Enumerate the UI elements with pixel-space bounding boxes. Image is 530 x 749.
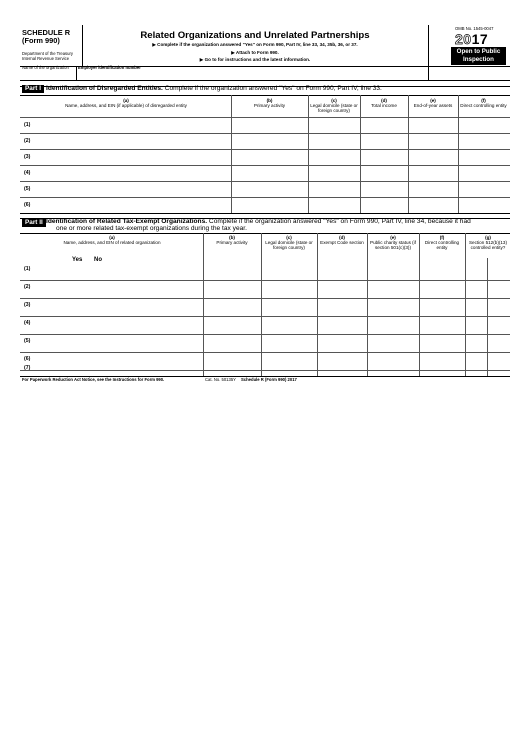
p1-col-c-letter: (c) [331, 98, 337, 103]
irs-label: Internal Revenue Service [22, 56, 70, 61]
ein-field[interactable] [78, 71, 427, 80]
footer-notice: For Paperwork Reduction Act Notice, see the Instructions for Form 990. [22, 377, 165, 382]
p1-col-d-letter: (d) [381, 98, 387, 103]
part2-title-bold: Identification of Related Tax-Exempt Organizations. [46, 218, 208, 225]
p1-row-6: (6) [24, 202, 31, 208]
p1-row-4: (4) [24, 170, 31, 176]
p2-col-d-label: Exempt Code section [320, 240, 364, 246]
p2-col-d [318, 235, 366, 245]
omb-number: OMB No. 1545-0047 [455, 26, 494, 31]
organization-name-label: Name of the organization [22, 65, 69, 70]
p1-col-f-label: Direct controlling entity [460, 103, 507, 109]
instruction-line-1: ▶ Complete if the organization answered "Yes" on Form 990, Part IV, line 33, 34, 35b, 36, or 37. [152, 42, 358, 47]
p2-col-e-letter: (e) [390, 235, 396, 240]
tax-year-prefix: 20 [455, 31, 472, 47]
instruction-line-3: ▶ Go to for instructions and the latest information. [199, 57, 311, 62]
p2-col-c [262, 235, 316, 251]
part2-badge: Part II [22, 219, 46, 227]
organization-name-field[interactable] [20, 71, 75, 80]
p2-col-e-label: Public charity status (if section 501(c)(3)) [370, 240, 416, 251]
p1-col-e-label: End-of-year assets [413, 103, 453, 109]
p1-col-e [409, 98, 457, 108]
form-label: (Form 990) [22, 36, 60, 45]
p2-col-g-letter: (g) [485, 235, 491, 240]
p2-row-2: (2) [24, 284, 31, 290]
p1-col-e-letter: (e) [430, 98, 436, 103]
p2-col-a [22, 235, 202, 245]
p1-table-body[interactable] [40, 118, 510, 213]
p2-col-e [368, 235, 418, 251]
p1-col-a-label: Name, address, and EIN (if applicable) of disregarded entity [65, 103, 187, 109]
p1-col-d-label: Total income [371, 103, 397, 109]
p2-row-5: (5) [24, 338, 31, 344]
p2-col-g [466, 235, 510, 251]
p2-no-label: No [94, 257, 102, 263]
part1-title [46, 85, 382, 92]
p1-col-c [309, 98, 359, 114]
p2-table-body[interactable] [40, 262, 510, 376]
part1-title-bold: Identification of Disregarded Entities. [46, 85, 163, 92]
part2-title-rest: Complete if the organization answered "Yes" on Form 990, Part IV, line 34, because it had [207, 218, 471, 225]
p2-col-g-label: Section 512(b)(13) controlled entity? [468, 240, 508, 251]
p2-col-c-letter: (c) [286, 235, 292, 240]
p2-row-1: (1) [24, 266, 31, 272]
p1-col-a [22, 98, 230, 108]
p2-col-b [204, 235, 260, 245]
p2-col-a-letter: (a) [109, 235, 115, 240]
tax-year-suffix: 17 [471, 31, 489, 47]
footer-form-id: Schedule R (Form 990) 2017 [241, 377, 297, 382]
p2-yes-label: Yes [72, 257, 83, 263]
instruction-line-2: ▶ Attach to Form 990. [231, 50, 279, 55]
p1-col-f-letter: (f) [481, 98, 486, 103]
p1-col-b-letter: (b) [266, 98, 273, 103]
p2-col-f [420, 235, 464, 251]
p2-col-f-label: Direct controlling entity [424, 240, 460, 251]
part2-title-line2: one or more related tax-exempt organizations during the tax year. [56, 225, 247, 232]
p1-col-f [459, 98, 508, 108]
p2-row-7: (7) [24, 365, 31, 371]
p1-col-c-label: Legal domicile (state or foreign country) [310, 103, 358, 114]
p1-col-a-letter: (a) [123, 98, 129, 103]
p1-col-b-label: Primary activity [253, 103, 286, 109]
p2-row-3: (3) [24, 302, 31, 308]
p2-col-b-letter: (b) [229, 235, 235, 240]
p1-row-5: (5) [24, 186, 31, 192]
p2-col-d-letter: (d) [339, 235, 345, 240]
part1-title-rest: Complete if the organization answered "Yes" on Form 990, Part IV, line 33. [162, 85, 382, 92]
part1-badge: Part I [22, 85, 44, 93]
p1-row-1: (1) [24, 122, 31, 128]
p2-row-6: (6) [24, 356, 31, 362]
p2-col-a-label: Name, address, and EIN of related organization [63, 240, 161, 246]
schedule-label: SCHEDULE R [22, 28, 71, 37]
p2-col-c-label: Legal domicile (state or foreign country) [265, 240, 313, 251]
open-to-public-badge [451, 47, 506, 65]
p2-col-b-label: Primary activity [216, 240, 248, 246]
p1-col-b [232, 98, 307, 108]
p1-col-d [361, 98, 407, 108]
open-to-public-line-1: Open to Public [456, 48, 501, 55]
p2-row-4: (4) [24, 320, 31, 326]
p2-col-f-letter: (f) [439, 235, 445, 240]
department-label: Department of the Treasury [22, 51, 73, 56]
ein-label: Employer identification number [78, 65, 141, 70]
p1-row-3: (3) [24, 154, 31, 160]
footer-cat-number: Cat. No. 50135Y [205, 377, 236, 382]
p1-row-2: (2) [24, 138, 31, 144]
tax-year [455, 32, 488, 46]
open-to-public-line-2: Inspection [463, 56, 494, 63]
page-title: Related Organizations and Unrelated Partnerships [140, 30, 370, 41]
